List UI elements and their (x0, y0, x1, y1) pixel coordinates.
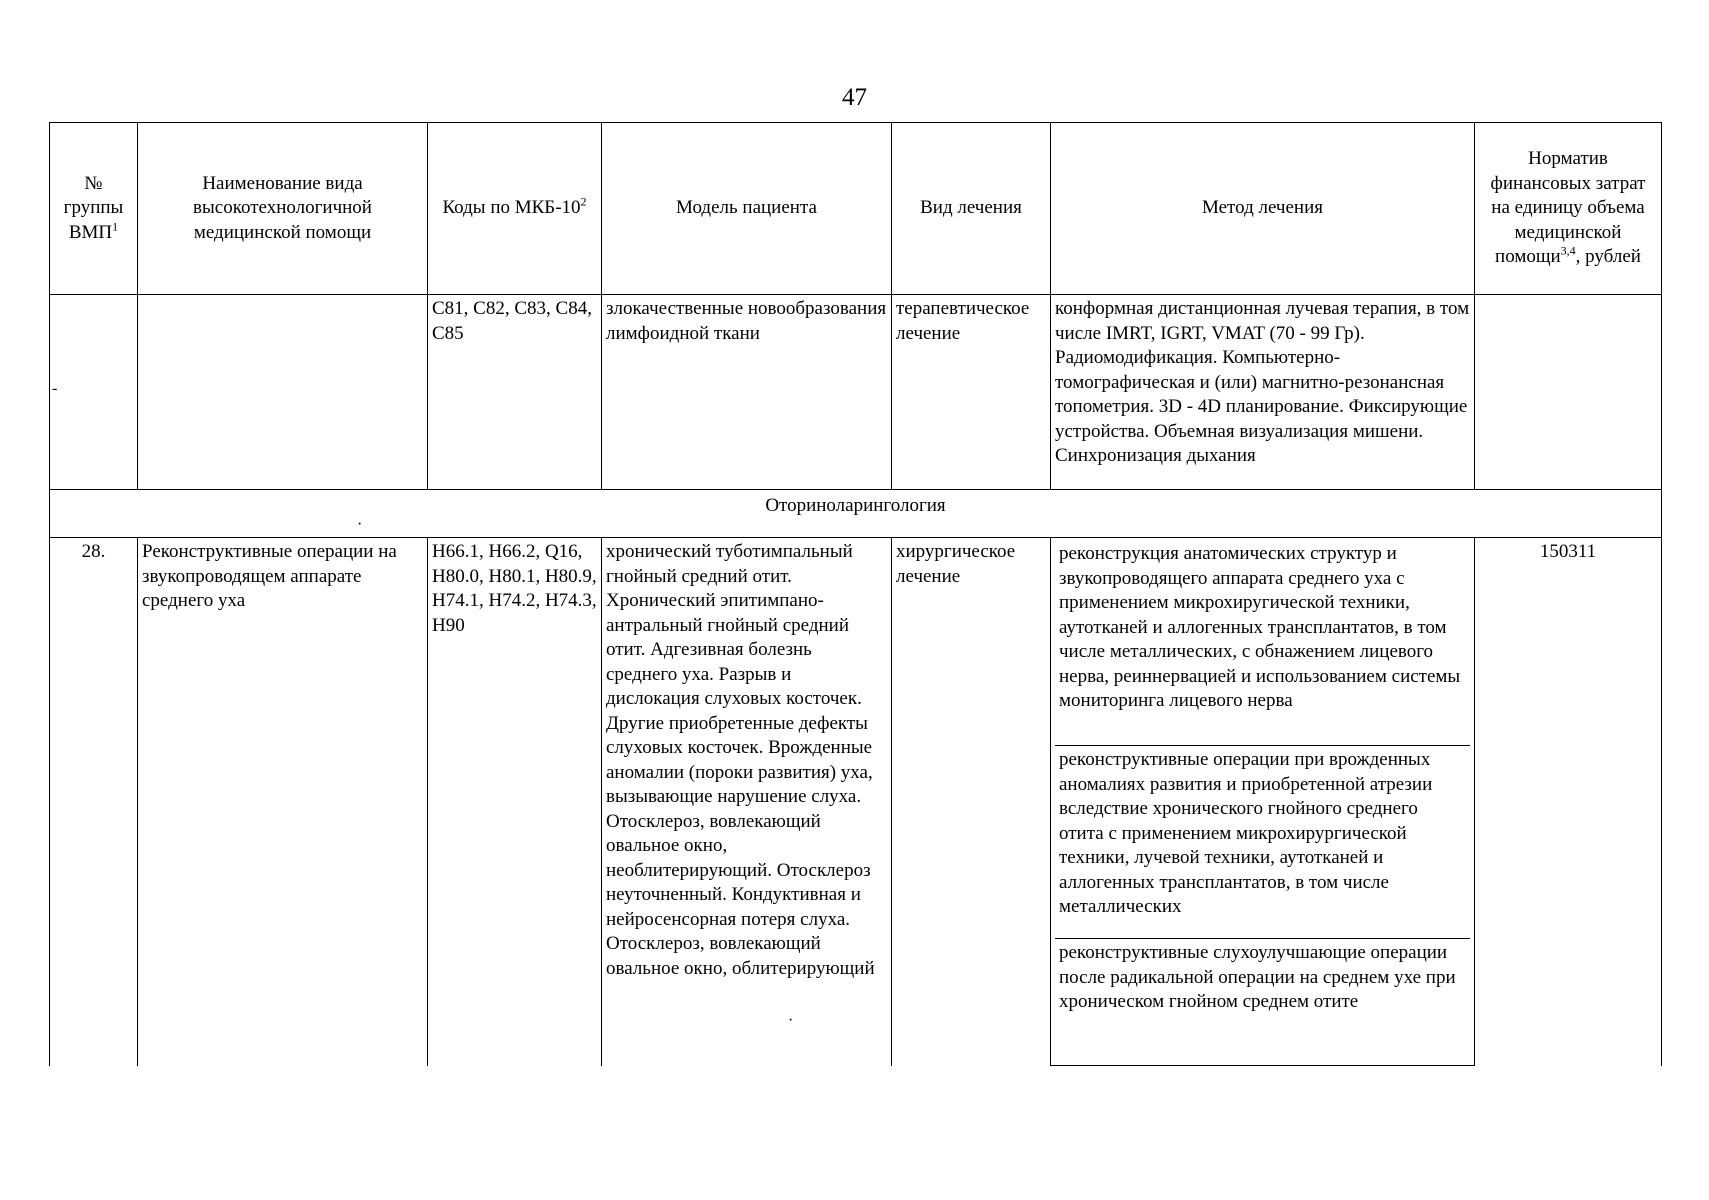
table-header-row (50, 123, 1662, 295)
header-treatment-type: Вид лечения (892, 123, 1051, 295)
cell-group-no: 28. (50, 538, 138, 1066)
header-group-no: № группы ВМП$^1$ (50, 123, 138, 295)
method-item: реконструктивные операции при врожденных аномалиях развития и приобретенной атрезии вследствие хронического гнойного среднего отита с применением микрохирургической техники, лучевой техники, аутотканей и аллогенных трансплантатов, в том числе металлических (1055, 746, 1470, 939)
cell-treatment-type: хирургическое лечение (892, 538, 1051, 1066)
cell-name (138, 295, 428, 490)
header-name: Наименование вида высокотехнологичной медицинской помощи (138, 123, 428, 295)
cell-norm: 150311 (1475, 538, 1662, 1066)
section-title: Оториноларингология (50, 490, 1662, 538)
header-model: Модель пациента (602, 123, 892, 295)
cell-norm (1475, 295, 1662, 490)
section-row (50, 490, 1662, 538)
vmp-table (49, 122, 1662, 1066)
cell-codes: H66.1, H66.2, Q16, H80.0, H80.1, H80.9, H74.1, H74.2, H74.3, H90 (428, 538, 602, 1066)
cell-codes: C81, C82, C83, C84, C85 (428, 295, 602, 490)
header-codes: Коды по МКБ-$10^2$ (428, 123, 602, 295)
stray-dash: - (52, 380, 58, 397)
cell-methods (1051, 538, 1475, 1066)
cell-model: злокачественные новообразования лимфоидной ткани (602, 295, 892, 490)
method-item: реконструктивные слухоулучшающие операции после радикальной операции на среднем ухе при хроническом гнойном среднем отите (1059, 942, 1456, 1012)
method-item: реконструкция анатомических структур и звукопроводящего аппарата среднего уха с применением микрохиругической техники, аутотканей и аллогенных трансплантатов, в том числе металлических, с обнажением лицевого нерва, реиннервацией и использованием системы мониторинга лицевого нерва (1055, 540, 1470, 746)
cell-group-no (50, 295, 138, 490)
table-row (50, 538, 1662, 1066)
cell-name: Реконструктивные операции на звукопроводящем аппарате среднего уха (138, 538, 428, 1066)
header-norm: Норматив финансовых затрат на единицу объема медицинской помощи$^{3,4}$, рублей (1475, 123, 1662, 295)
header-method: Метод лечения (1051, 123, 1475, 295)
stray-dot: · (788, 1012, 794, 1029)
table-row (50, 295, 1662, 490)
cell-method: конформная дистанционная лучевая терапия, в том числе IMRT, IGRT, VMAT (70 - 99 Гр). Радиомодификация. Компьютерно-томографическая и (или) магнитно-резонансная топометрия. 3D - 4D планирование. Фиксирующие устройства. Объемная визуализация мишени. Синхронизация дыхания (1051, 295, 1475, 490)
cell-treatment-type: терапевтическое лечение (892, 295, 1051, 490)
page-number: 47 (842, 84, 867, 111)
stray-dot: · (357, 516, 363, 533)
cell-model: хронический туботимпальный гнойный средний отит. Хронический эпитимпано-антральный гнойный средний отит. Адгезивная болезнь среднего уха. Разрыв и дислокация слуховых косточек. Другие приобретенные дефекты слуховых косточек. Врожденные аномалии (пороки развития) уха, вызывающие нарушение слуха. Отосклероз, вовлекающий овальное окно, необлитерирующий. Отосклероз неуточненный. Кондуктивная и нейросенсорная потеря слуха. Отосклероз, вовлекающий овальное окно, облитерирующий (602, 538, 892, 1066)
